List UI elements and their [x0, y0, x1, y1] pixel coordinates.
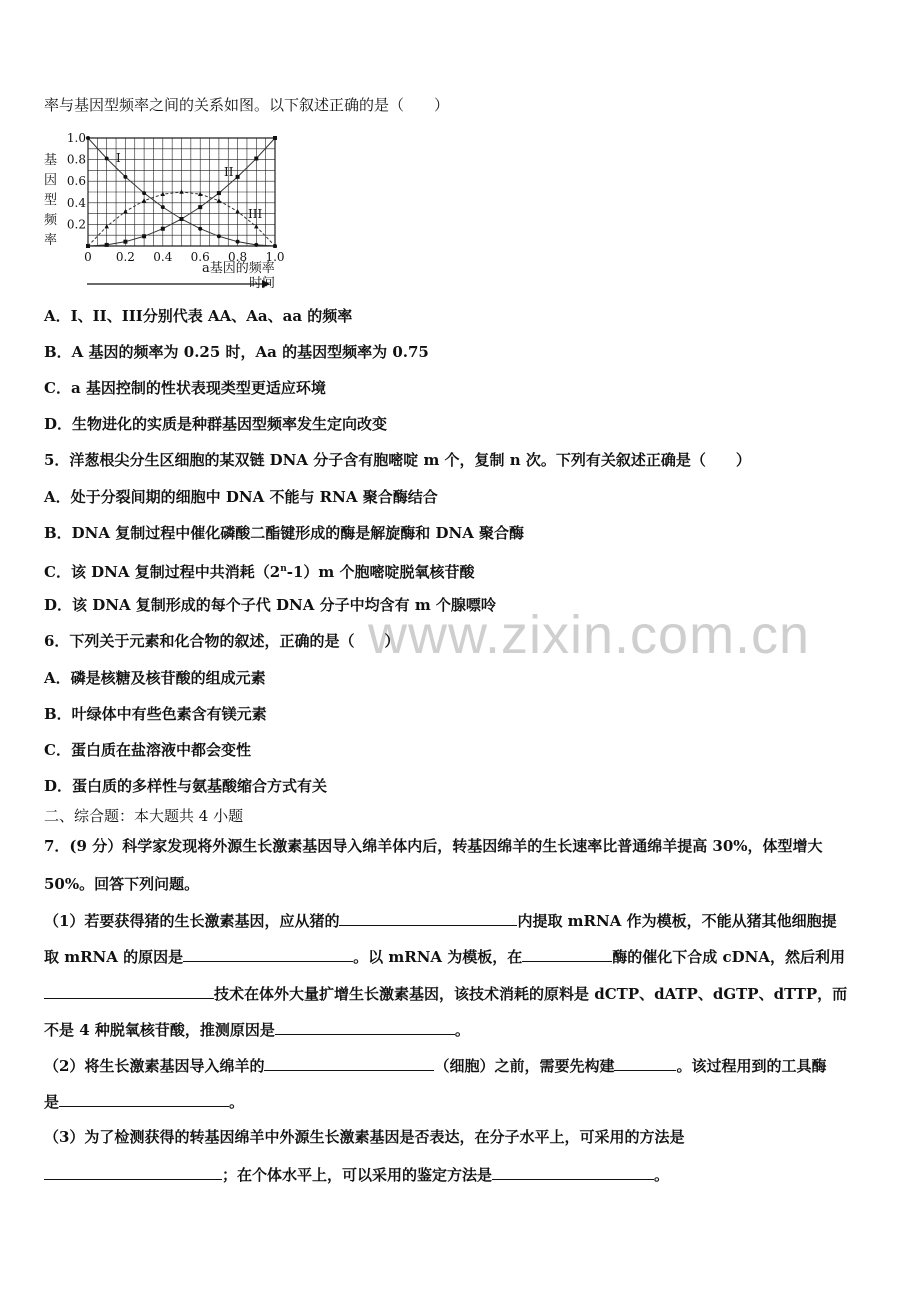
- q7-p1-line2: 取 mRNA 的原因是 。以 mRNA 为模板，在 酶的催化下合成 cDNA，然后利用: [44, 948, 845, 966]
- q6-option-c: C．蛋白质在盐溶液中都会变性: [44, 741, 251, 759]
- answer-blank[interactable]: [59, 1091, 229, 1107]
- data-point: [273, 136, 277, 140]
- data-point: [180, 217, 184, 221]
- x-tick-label: 1.0: [265, 250, 285, 264]
- data-point: [217, 234, 221, 238]
- x-tick-label: 0.2: [115, 250, 135, 264]
- data-point: [179, 190, 183, 194]
- data-point: [105, 224, 109, 228]
- answer-blank[interactable]: [492, 1164, 654, 1180]
- x-tick-label: 0: [84, 250, 92, 264]
- section-heading: 二、综合题：本大题共 4 小题: [44, 807, 244, 825]
- data-point: [161, 227, 165, 231]
- answer-blank[interactable]: [183, 946, 353, 962]
- q7-stem-line2: 50%。回答下列问题。: [44, 875, 200, 893]
- x-tick-label: 0.8: [228, 250, 248, 264]
- data-point: [254, 243, 258, 247]
- answer-blank[interactable]: [614, 1055, 676, 1071]
- q7-p2-line2: 是 。: [44, 1093, 245, 1111]
- data-point: [105, 243, 109, 247]
- time-axis-label: 时间: [249, 276, 276, 291]
- answer-blank[interactable]: [264, 1055, 434, 1071]
- y-tick-label: 0.6: [66, 174, 86, 189]
- q6-option-b: B．叶绿体中有些色素含有镁元素: [44, 705, 267, 723]
- y-tick-label: 0.4: [66, 195, 86, 210]
- q4-option-c: C．a 基因控制的性状表现类型更适应环境: [44, 379, 326, 397]
- q7-p1-line1: （1）若要获得猪的生长激素基因，应从猪的 内提取 mRNA 作为模板，不能从猪其他细胞提: [44, 912, 837, 930]
- data-point: [217, 191, 221, 195]
- series-label-I: I: [116, 151, 121, 165]
- q6-stem: 6．下列关于元素和化合物的叙述，正确的是（ ）: [44, 632, 400, 650]
- q6-option-d: D．蛋白质的多样性与氨基酸缩合方式有关: [44, 777, 328, 795]
- q7-stem-line1: 7．(9 分）科学家发现将外源生长激素基因导入绵羊体内后，转基因绵羊的生长速率比普通绵羊提高 30%，体型增大: [44, 837, 823, 855]
- answer-blank[interactable]: [339, 910, 517, 926]
- data-point: [236, 240, 240, 244]
- q4-option-a: A．I、II、III分别代表 AA、Aa、aa 的频率: [44, 307, 353, 325]
- data-point: [142, 198, 146, 202]
- q5-option-d: D．该 DNA 复制形成的每个子代 DNA 分子中均含有 m 个腺嘌呤: [44, 596, 496, 614]
- y-tick-label: 0.2: [66, 217, 86, 232]
- data-point: [217, 198, 221, 202]
- data-point: [86, 136, 90, 140]
- y-tick-label: 1.0: [66, 131, 86, 145]
- genotype-frequency-chart: [40, 128, 310, 288]
- q5-option-b: B．DNA 复制过程中催化磷酸二酯键形成的酶是解旋酶和 DNA 聚合酶: [44, 524, 525, 542]
- question-intro: 率与基因型频率之间的关系如图。以下叙述正确的是（ ）: [44, 96, 450, 114]
- data-point: [161, 205, 165, 209]
- q5-stem: 5．洋葱根尖分生区细胞的某双链 DNA 分子含有胞嘧啶 m 个，复制 n 次。下列有关叙述正确是（ ）: [44, 451, 751, 469]
- data-point: [161, 192, 165, 196]
- y-axis-label-char: 因: [44, 173, 58, 188]
- answer-blank[interactable]: [44, 983, 214, 999]
- data-point: [236, 175, 240, 179]
- y-axis-label-char: 率: [44, 233, 58, 248]
- x-tick-label: 0.4: [153, 250, 173, 264]
- data-point: [123, 175, 127, 179]
- y-axis-label-char: 频: [44, 213, 58, 228]
- data-point: [123, 240, 127, 244]
- q4-option-b: B．A 基因的频率为 0.25 时，Aa 的基因型频率为 0.75: [44, 343, 429, 361]
- data-point: [198, 205, 202, 209]
- answer-blank[interactable]: [522, 946, 612, 962]
- data-point: [254, 157, 258, 161]
- y-axis-label-char: 基: [44, 153, 58, 168]
- data-point: [198, 227, 202, 231]
- series-label-III: III: [248, 207, 263, 221]
- data-point: [235, 209, 239, 213]
- data-point: [142, 234, 146, 238]
- data-point: [254, 224, 258, 228]
- q7-p1-line4: 不是 4 种脱氧核苷酸，推测原因是 。: [44, 1021, 470, 1039]
- data-point: [105, 157, 109, 161]
- watermark: www.zixin.com.cn: [368, 605, 811, 665]
- q5-option-a: A．处于分裂间期的细胞中 DNA 不能与 RNA 聚合酶结合: [44, 488, 438, 506]
- answer-blank[interactable]: [275, 1019, 455, 1035]
- y-tick-label: 0.8: [66, 152, 86, 167]
- x-tick-label: 0.6: [190, 250, 210, 264]
- q5-option-c: C．该 DNA 复制过程中共消耗（2$^n$-1）m 个胞嘧啶脱氧核苷酸: [44, 563, 475, 581]
- x-axis-label: a基因的频率: [202, 261, 275, 276]
- q7-p1-line3: 技术在体外大量扩增生长激素基因，该技术消耗的原料是 dCTP、dATP、dGTP、dTTP，而: [44, 983, 847, 1004]
- y-axis-label-char: 型: [44, 193, 58, 208]
- q7-p3-line1: （3）为了检测获得的转基因绵羊中外源生长激素基因是否表达，在分子水平上，可采用的方法是: [44, 1128, 685, 1146]
- data-point: [198, 192, 202, 196]
- q4-option-d: D．生物进化的实质是种群基因型频率发生定向改变: [44, 415, 388, 433]
- series-label-II: II: [224, 165, 234, 179]
- q7-p2-line1: （2）将生长激素基因导入绵羊的 （细胞）之前，需要先构建 。该过程用到的工具酶: [44, 1057, 827, 1075]
- q7-p3-line2: ；在个体水平上，可以采用的鉴定方法是 。: [44, 1164, 669, 1185]
- answer-blank[interactable]: [44, 1164, 222, 1180]
- q6-option-a: A．磷是核糖及核苷酸的组成元素: [44, 669, 266, 687]
- data-point: [142, 191, 146, 195]
